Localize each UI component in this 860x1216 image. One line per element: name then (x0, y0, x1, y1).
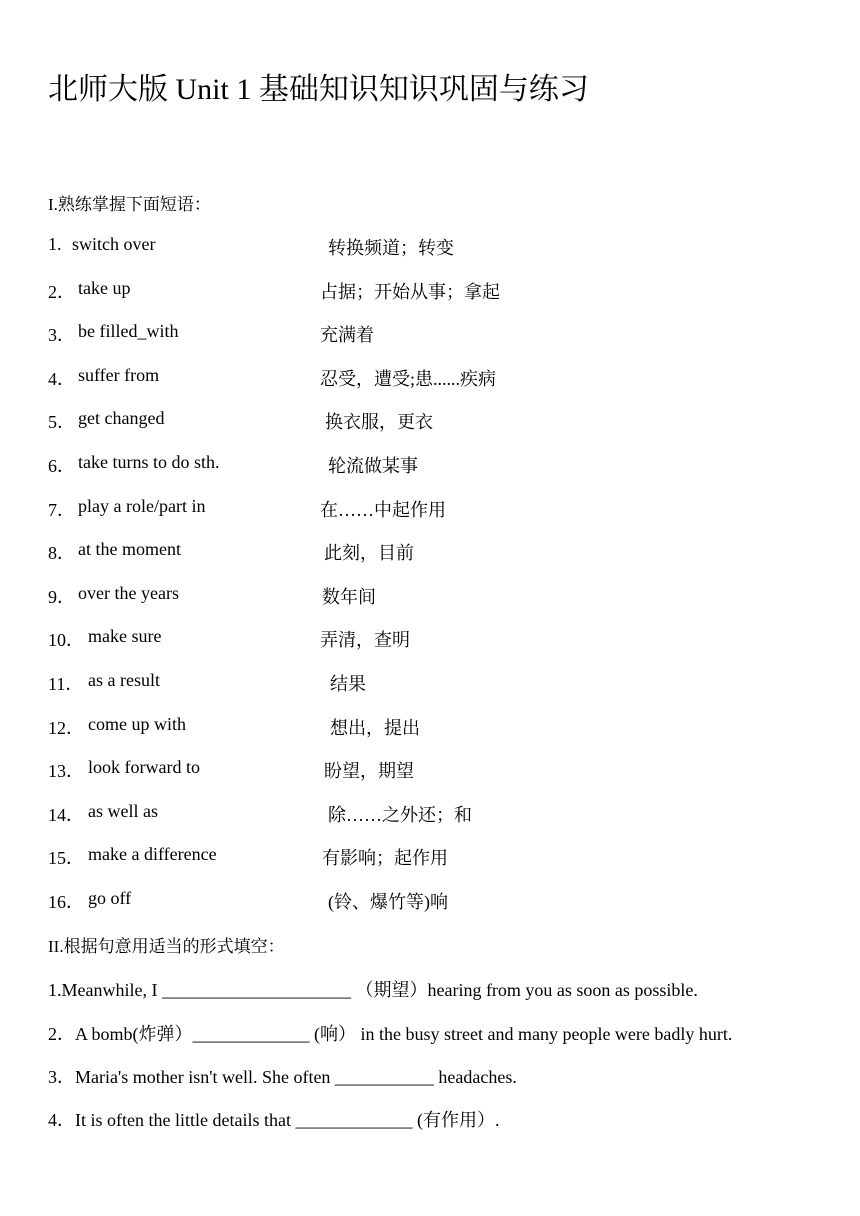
phrase-english: at the moment (78, 539, 181, 560)
phrase-english: as well as (88, 800, 158, 821)
phrase-row (0, 714, 860, 744)
phrase-number: 3． (48, 325, 75, 346)
phrase-english: go off (88, 888, 132, 908)
phrase-number: 9． (48, 586, 75, 607)
phrase-chinese: 结果 (330, 674, 366, 694)
phrase-chinese: 轮流做某事 (328, 456, 418, 476)
phrase-row (0, 888, 860, 918)
phrase-english: look forward to (88, 757, 200, 778)
section-1-heading: I.熟练掌握下面短语： (48, 195, 211, 214)
phrase-number: 1. (48, 234, 62, 254)
exercise-item: 2．A bomb(炸弹）_____________ (响） in the busy street and many people were badly hurt. (48, 1024, 733, 1044)
phrase-chinese: 除……之外还；和 (328, 804, 472, 825)
phrase-english: over the years (78, 582, 179, 603)
phrase-english: as a result (88, 670, 160, 690)
phrase-chinese: 有影响；起作用 (322, 848, 448, 869)
phrase-number: 8． (48, 543, 75, 564)
phrase-english: be filled_with (78, 321, 179, 342)
phrase-number: 5． (48, 412, 75, 433)
page-title: 北师大版 Unit 1 基础知识知识巩固与练习 (48, 73, 589, 106)
phrase-row (0, 496, 860, 526)
exercise-item: 4．It is often the little details that _____________ (有作用）. (48, 1110, 500, 1130)
phrase-row (0, 801, 860, 831)
phrase-chinese: 占据；开始从事；拿起 (320, 281, 500, 302)
phrase-number: 7． (48, 499, 75, 520)
exercise-item: 1.Meanwhile, I _____________________ （期望）hearing from you as soon as possible. (48, 980, 698, 1000)
phrase-row (0, 670, 860, 700)
phrase-chinese: (铃、爆竹等)响 (328, 892, 448, 912)
phrase-english: make a difference (88, 844, 217, 865)
phrase-number: 10． (48, 630, 84, 651)
phrase-row (0, 365, 860, 395)
phrase-row (0, 844, 860, 874)
phrase-chinese: 充满着 (320, 325, 374, 346)
phrase-number: 4． (48, 368, 75, 389)
phrase-number: 11． (48, 674, 84, 694)
phrase-number: 12． (48, 717, 84, 738)
phrase-row (0, 234, 860, 264)
phrase-chinese: 弄清，查明 (320, 630, 410, 651)
phrase-english: take up (78, 277, 131, 298)
phrase-row (0, 583, 860, 613)
phrase-chinese: 想出，提出 (330, 717, 420, 738)
phrase-row (0, 321, 860, 351)
phrase-row (0, 408, 860, 438)
phrase-number: 15． (48, 848, 84, 869)
phrase-number: 13． (48, 761, 84, 782)
phrase-number: 2． (48, 281, 75, 302)
phrase-number: 14． (48, 804, 84, 825)
phrase-row (0, 539, 860, 569)
phrase-english: get changed (78, 408, 165, 429)
phrase-chinese: 盼望，期望 (324, 761, 414, 782)
phrase-english: play a role/part in (78, 495, 206, 516)
phrase-english: take turns to do sth. (78, 452, 220, 472)
phrase-chinese: 转换频道；转变 (328, 238, 454, 258)
exercise-item: 3．Maria's mother isn't well. She often ___________ headaches. (48, 1067, 517, 1087)
phrase-row (0, 626, 860, 656)
phrase-english: come up with (88, 713, 186, 734)
phrase-english: make sure (88, 626, 162, 647)
section-2-heading: II.根据句意用适当的形式填空： (48, 937, 285, 956)
phrase-chinese: 在……中起作用 (320, 499, 446, 520)
phrase-english: switch over (72, 234, 156, 254)
phrase-row (0, 452, 860, 482)
phrase-chinese: 数年间 (322, 586, 376, 607)
phrase-number: 16． (48, 892, 84, 912)
phrase-chinese: 换衣服，更衣 (325, 412, 433, 433)
phrase-chinese: 忍受，遭受;患......疾病 (320, 368, 497, 389)
phrase-row (0, 757, 860, 787)
phrase-chinese: 此刻，目前 (324, 543, 414, 564)
phrase-number: 6． (48, 456, 75, 476)
phrase-english: suffer from (78, 364, 160, 385)
phrase-row (0, 278, 860, 308)
